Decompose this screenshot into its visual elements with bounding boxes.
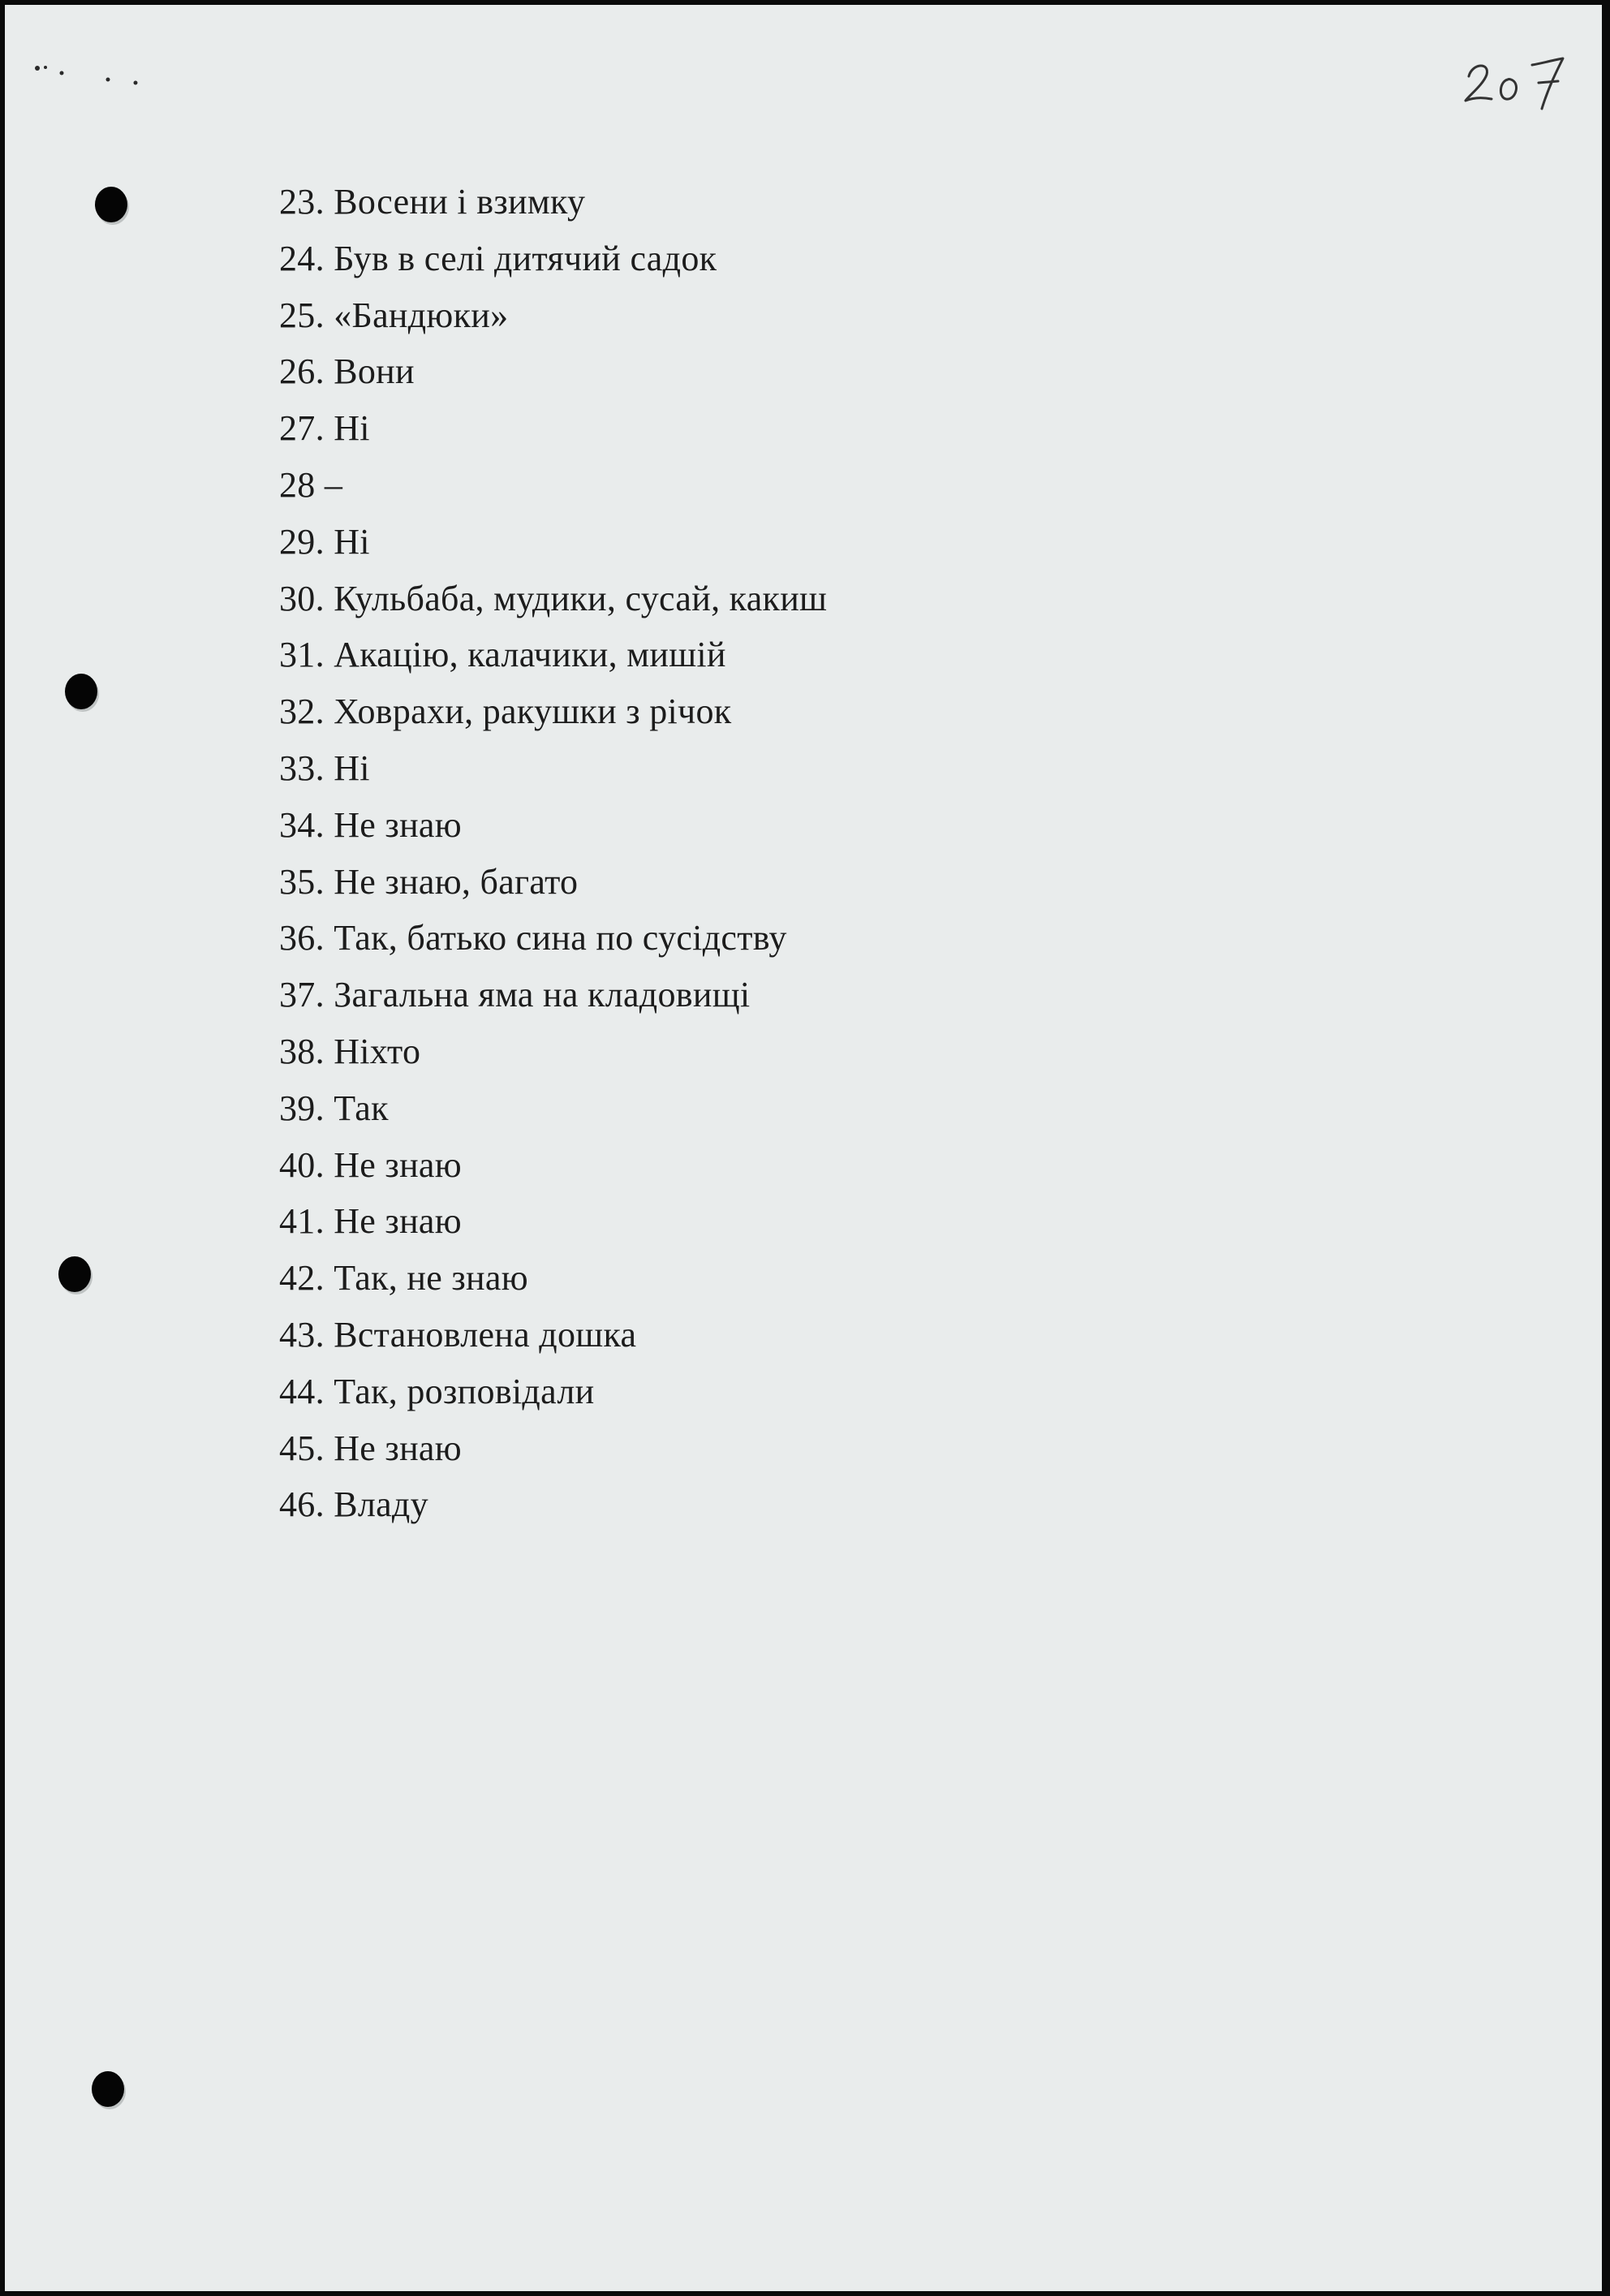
answers-list (279, 174, 827, 1533)
answer-item: 39. Так (279, 1088, 389, 1128)
answer-item: 37. Загальна яма на кладовищі (279, 975, 751, 1015)
answer-item: 46. Владу (279, 1484, 428, 1525)
answer-item: 30. Кульбаба, мудики, сусай, какиш (279, 578, 828, 618)
handwritten-page-number (1457, 47, 1571, 112)
answer-item: 24. Був в селі дитячий садок (279, 238, 717, 278)
punch-hole (58, 1256, 91, 1292)
answer-item: 44. Так, розповідали (279, 1371, 595, 1411)
punch-hole (95, 187, 127, 222)
answer-item: 32. Ховрахи, ракушки з річок (279, 691, 732, 732)
answer-item: 41. Не знаю (279, 1201, 462, 1242)
answer-item: 35. Не знаю, багато (279, 861, 579, 902)
answer-item: 31. Акацію, калачики, мишій (279, 635, 726, 675)
answer-item: 29. Ні (279, 521, 370, 562)
answer-item: 43. Встановлена дошка (279, 1314, 637, 1355)
answer-item: 23. Восени і взимку (279, 182, 586, 222)
answer-item: 42. Так, не знаю (279, 1258, 528, 1299)
answer-item: 36. Так, батько сина по сусідству (279, 918, 787, 958)
answer-item: 38. Ніхто (279, 1031, 421, 1071)
answer-item: 40. Не знаю (279, 1144, 462, 1185)
answer-item: 27. Ні (279, 408, 370, 449)
answer-item: 25. «Бандюки» (279, 295, 509, 335)
answer-item: 45. Не знаю (279, 1428, 462, 1468)
scan-border-right (1602, 0, 1610, 2296)
answer-item: 33. Ні (279, 747, 370, 788)
scan-border-bottom (0, 2291, 1610, 2296)
punch-hole (92, 2071, 124, 2107)
answer-item: 28 – (279, 464, 343, 505)
punch-hole (65, 674, 97, 709)
answer-item: 26. Вони (279, 351, 415, 392)
answer-item: 34. Не знаю (279, 804, 462, 845)
scan-specks (32, 63, 154, 96)
